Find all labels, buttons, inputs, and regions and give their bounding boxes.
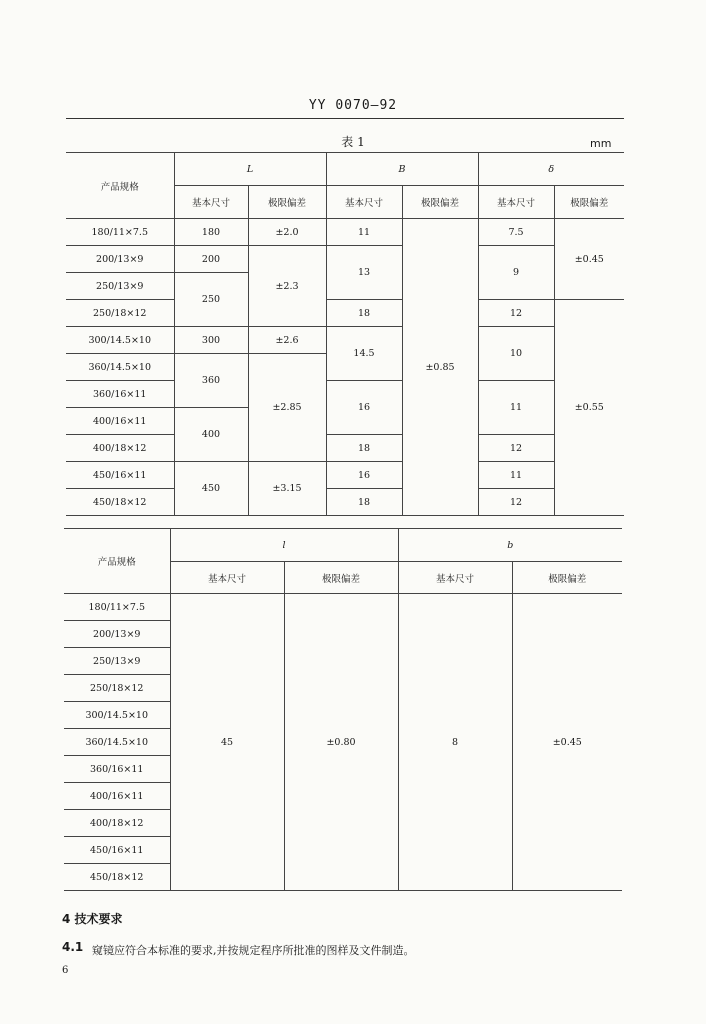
page-number: 6 bbox=[62, 965, 69, 976]
B-value: 18 bbox=[326, 435, 402, 462]
L-tolerance: ±3.15 bbox=[248, 462, 326, 516]
B-value: 16 bbox=[326, 462, 402, 489]
B-value: 13 bbox=[326, 246, 402, 300]
spec-cell: 400/16×11 bbox=[64, 783, 170, 810]
col-header: 基本尺寸 bbox=[170, 562, 284, 594]
L-tolerance: ±2.85 bbox=[248, 354, 326, 462]
delta-value: 10 bbox=[478, 327, 554, 381]
col-header: 基本尺寸 bbox=[398, 562, 512, 594]
spec-cell: 450/18×12 bbox=[66, 489, 174, 516]
row-header: 产品规格 bbox=[66, 153, 174, 219]
delta-value: 11 bbox=[478, 381, 554, 435]
spec-cell: 360/16×11 bbox=[64, 756, 170, 783]
group-b: b bbox=[398, 529, 622, 562]
group-l: l bbox=[170, 529, 398, 562]
spec-cell: 250/13×9 bbox=[64, 648, 170, 675]
spec-cell: 250/18×12 bbox=[66, 300, 174, 327]
group-B: B bbox=[326, 153, 478, 186]
table1-unit: mm bbox=[590, 137, 612, 150]
group-L: L bbox=[174, 153, 326, 186]
spec-cell: 400/16×11 bbox=[66, 408, 174, 435]
clause-text: 窥镜应符合本标准的要求,并按规定程序所批准的图样及文件制造。 bbox=[92, 944, 415, 957]
B-value: 18 bbox=[326, 489, 402, 516]
spec-cell: 300/14.5×10 bbox=[66, 327, 174, 354]
B-value: 16 bbox=[326, 381, 402, 435]
spec-cell: 400/18×12 bbox=[64, 810, 170, 837]
clause-number: 4.1 bbox=[62, 940, 84, 954]
header-rule bbox=[66, 118, 624, 119]
spec-cell: 300/14.5×10 bbox=[64, 702, 170, 729]
l-value: 45 bbox=[170, 594, 284, 891]
col-header: 极限偏差 bbox=[554, 186, 624, 219]
l-tolerance: ±0.80 bbox=[284, 594, 398, 891]
spec-cell: 450/18×12 bbox=[64, 864, 170, 891]
document-header: YY 0070—92 bbox=[308, 98, 398, 113]
L-value: 450 bbox=[174, 462, 248, 516]
delta-value: 12 bbox=[478, 300, 554, 327]
delta-value: 11 bbox=[478, 462, 554, 489]
col-header: 极限偏差 bbox=[512, 562, 622, 594]
B-tolerance: ±0.85 bbox=[402, 219, 478, 516]
L-tolerance: ±2.3 bbox=[248, 246, 326, 327]
L-value: 250 bbox=[174, 273, 248, 327]
spec-cell: 450/16×11 bbox=[66, 462, 174, 489]
delta-value: 9 bbox=[478, 246, 554, 300]
L-tolerance: ±2.0 bbox=[248, 219, 326, 246]
spec-cell: 360/14.5×10 bbox=[66, 354, 174, 381]
col-header: 基本尺寸 bbox=[326, 186, 402, 219]
spec-cell: 180/11×7.5 bbox=[64, 594, 170, 621]
delta-value: 7.5 bbox=[478, 219, 554, 246]
B-value: 14.5 bbox=[326, 327, 402, 381]
B-value: 11 bbox=[326, 219, 402, 246]
L-value: 300 bbox=[174, 327, 248, 354]
col-header: 基本尺寸 bbox=[174, 186, 248, 219]
spec-cell: 400/18×12 bbox=[66, 435, 174, 462]
table1-caption: 表 1 bbox=[341, 135, 365, 149]
section-title: 4 技术要求 bbox=[62, 912, 123, 926]
col-header: 极限偏差 bbox=[284, 562, 398, 594]
spec-cell: 180/11×7.5 bbox=[66, 219, 174, 246]
row-header: 产品规格 bbox=[64, 529, 170, 594]
col-header: 极限偏差 bbox=[248, 186, 326, 219]
spec-cell: 250/18×12 bbox=[64, 675, 170, 702]
L-value: 200 bbox=[174, 246, 248, 273]
L-value: 180 bbox=[174, 219, 248, 246]
delta-tolerance: ±0.55 bbox=[554, 300, 624, 516]
L-value: 400 bbox=[174, 408, 248, 462]
table2 bbox=[64, 528, 622, 891]
col-header: 基本尺寸 bbox=[478, 186, 554, 219]
spec-cell: 250/13×9 bbox=[66, 273, 174, 300]
L-tolerance: ±2.6 bbox=[248, 327, 326, 354]
spec-cell: 200/13×9 bbox=[66, 246, 174, 273]
spec-cell: 450/16×11 bbox=[64, 837, 170, 864]
B-value: 18 bbox=[326, 300, 402, 327]
L-value: 360 bbox=[174, 354, 248, 408]
spec-cell: 200/13×9 bbox=[64, 621, 170, 648]
table1 bbox=[66, 152, 624, 516]
spec-cell: 360/14.5×10 bbox=[64, 729, 170, 756]
group-delta: δ bbox=[478, 153, 624, 186]
spec-cell: 360/16×11 bbox=[66, 381, 174, 408]
delta-tolerance: ±0.45 bbox=[554, 219, 624, 300]
b-value: 8 bbox=[398, 594, 512, 891]
col-header: 极限偏差 bbox=[402, 186, 478, 219]
b-tolerance: ±0.45 bbox=[512, 594, 622, 891]
delta-value: 12 bbox=[478, 435, 554, 462]
delta-value: 12 bbox=[478, 489, 554, 516]
